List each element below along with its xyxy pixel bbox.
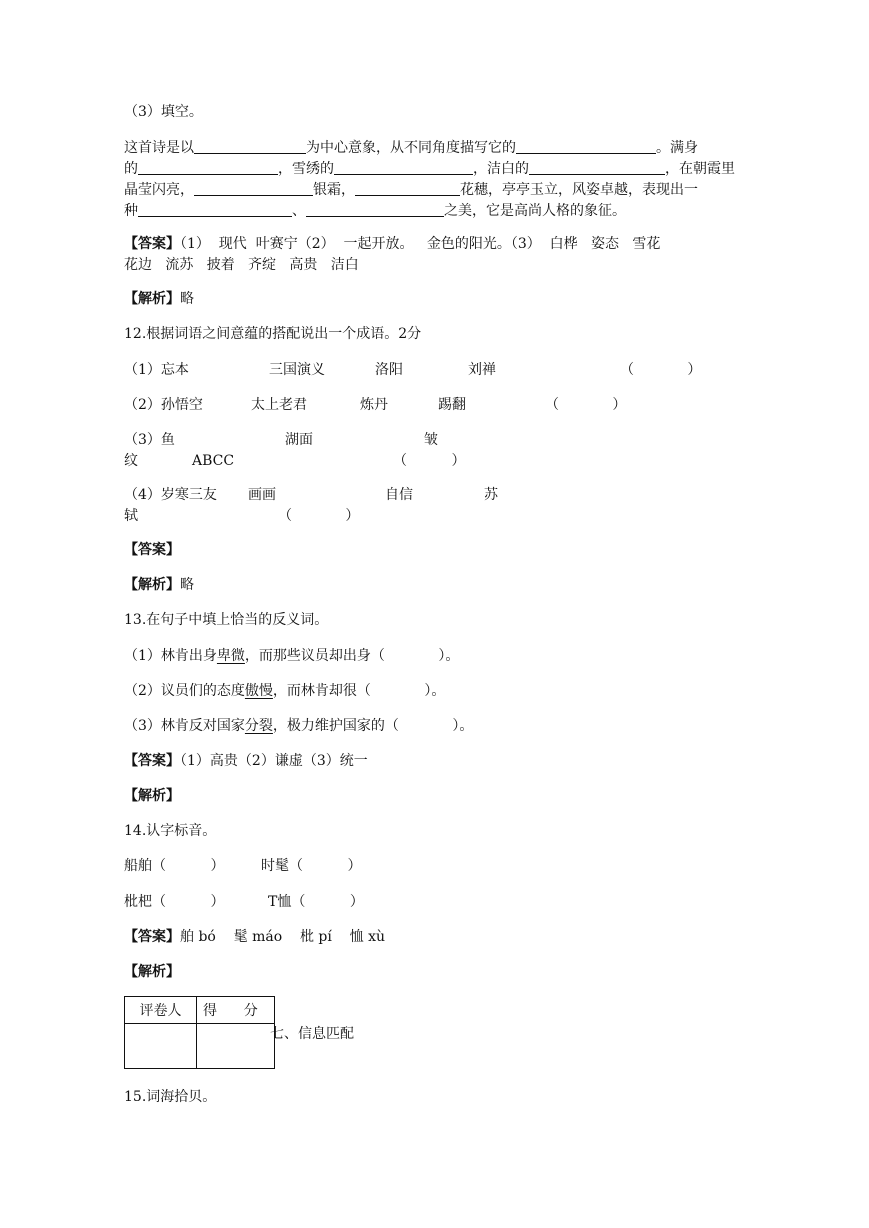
blank-8[interactable] bbox=[138, 202, 292, 217]
score-header: 得 分 bbox=[197, 997, 275, 1024]
q12-word: 洛阳 bbox=[375, 362, 403, 378]
answer-tag: 【答案】 bbox=[124, 753, 180, 769]
q12-word: （4）岁寒三友 bbox=[124, 487, 217, 503]
q11-text: 银霜， bbox=[313, 182, 355, 198]
q12-analysis bbox=[124, 576, 194, 594]
q12-answer-blank[interactable]: （ ） bbox=[393, 453, 466, 469]
q11-fill-line-1 bbox=[124, 139, 698, 157]
q12-word: 轼 bbox=[124, 508, 138, 524]
q11-text: ，在朝霞里 bbox=[665, 161, 735, 177]
q11-text: 种 bbox=[124, 203, 138, 219]
q11-text: 之美，它是高尚人格的象征。 bbox=[444, 203, 626, 219]
q11-sub3-heading: （3）填空。 bbox=[124, 104, 203, 120]
q12-word: 刘禅 bbox=[468, 362, 496, 378]
q12-word: 皱 bbox=[424, 432, 438, 448]
q11-text: ，雪绣的 bbox=[278, 161, 334, 177]
sentence-text: ，极力维护国家的（ ）。 bbox=[272, 718, 474, 734]
analysis-tag: 【解析】 bbox=[124, 291, 180, 307]
q12-word: 湖面 bbox=[285, 432, 313, 448]
q12-word: ABCC bbox=[192, 453, 235, 469]
underlined-word: 卑微 bbox=[216, 648, 245, 664]
q11-text: 、 bbox=[292, 203, 306, 219]
q12-word: 三国演义 bbox=[269, 362, 325, 378]
q14-answer bbox=[124, 928, 385, 946]
q13-title: 13.在句子中填上恰当的反义词。 bbox=[124, 612, 329, 628]
q12-word: （3）鱼 bbox=[124, 432, 175, 448]
q11-fill-line-2 bbox=[124, 160, 735, 178]
blank-7[interactable] bbox=[355, 181, 460, 196]
score-cell[interactable] bbox=[197, 1024, 275, 1069]
q11-text: 晶莹闪亮， bbox=[124, 182, 194, 198]
q15-title: 15.词海拾贝。 bbox=[124, 1089, 217, 1105]
answer-text: （1） 现代 叶赛宁（2） 一起开放。 金色的阳光。（3） 白桦 姿态 雪花 bbox=[180, 236, 661, 252]
q14-item[interactable]: 枇杷（ ） bbox=[124, 894, 225, 910]
answer-text: （1）高贵（2）谦虚（3）统一 bbox=[180, 753, 368, 769]
q12-answer-blank[interactable]: （ ） bbox=[278, 508, 360, 524]
q12-word: 苏 bbox=[484, 487, 498, 503]
q12-answer-blank[interactable]: （ ） bbox=[620, 362, 702, 378]
blank-6[interactable] bbox=[194, 181, 313, 196]
q11-fill-line-3 bbox=[124, 181, 698, 199]
sentence-text: （1）林肯出身 bbox=[124, 648, 217, 664]
blank-9[interactable] bbox=[306, 202, 444, 217]
q11-fill-line-4 bbox=[124, 202, 626, 220]
blank-3[interactable] bbox=[138, 160, 278, 175]
q11-text: 。满身 bbox=[656, 140, 698, 156]
q11-text: 花穗，亭亭玉立，风姿卓越，表现出一 bbox=[460, 182, 698, 198]
q12-answer: 【答案】 bbox=[124, 542, 180, 558]
answer-tag: 【答案】 bbox=[124, 929, 180, 945]
blank-2[interactable] bbox=[516, 139, 656, 154]
q12-word: （2）孙悟空 bbox=[124, 397, 203, 413]
q14-item[interactable]: 船舶（ ） bbox=[124, 858, 225, 874]
q11-answer bbox=[124, 235, 660, 253]
q13-answer bbox=[124, 752, 368, 770]
q13-sentence-3 bbox=[124, 717, 473, 735]
analysis-tag: 【解析】 bbox=[124, 577, 180, 593]
q11-answer-cont: 花边 流苏 披着 齐绽 高贵 洁白 bbox=[124, 257, 359, 273]
sentence-text: （2）议员们的态度 bbox=[124, 683, 245, 699]
grading-table bbox=[124, 996, 275, 1069]
q12-word: 炼丹 bbox=[360, 397, 388, 413]
answer-tag: 【答案】 bbox=[124, 236, 180, 252]
analysis-text: 略 bbox=[180, 291, 194, 307]
q11-text: 为中心意象，从不同角度描写它的 bbox=[306, 140, 516, 156]
q11-analysis bbox=[124, 290, 194, 308]
q13-sentence-1 bbox=[124, 647, 459, 665]
underlined-word: 分裂 bbox=[244, 718, 273, 734]
analysis-text: 略 bbox=[180, 577, 194, 593]
q13-sentence-2 bbox=[124, 682, 445, 700]
sentence-text: ，而林肯却很（ ）。 bbox=[272, 683, 446, 699]
underlined-word: 傲慢 bbox=[244, 683, 273, 699]
q11-text: 的 bbox=[124, 161, 138, 177]
q12-word: 画画 bbox=[248, 487, 276, 503]
q12-word: 自信 bbox=[385, 487, 413, 503]
q12-word: 纹 bbox=[124, 453, 138, 469]
q14-title: 14.认字标音。 bbox=[124, 823, 217, 839]
reviewer-cell[interactable] bbox=[125, 1024, 197, 1069]
blank-5[interactable] bbox=[529, 160, 665, 175]
blank-1[interactable] bbox=[194, 139, 306, 154]
q14-analysis: 【解析】 bbox=[124, 964, 180, 980]
q11-text: ，洁白的 bbox=[473, 161, 529, 177]
q12-word: 踢翻 bbox=[438, 397, 466, 413]
q13-analysis: 【解析】 bbox=[124, 788, 180, 804]
blank-4[interactable] bbox=[334, 160, 473, 175]
q12-word: （1）忘本 bbox=[124, 362, 189, 378]
q11-text: 这首诗是以 bbox=[124, 140, 194, 156]
q12-title: 12.根据词语之间意蕴的搭配说出一个成语。2分 bbox=[124, 326, 422, 342]
sentence-text: ，而那些议员却出身（ ）。 bbox=[244, 648, 460, 664]
reviewer-header: 评卷人 bbox=[125, 997, 197, 1024]
q14-item[interactable]: 时髦（ ） bbox=[261, 858, 362, 874]
q12-answer-blank[interactable]: （ ） bbox=[545, 397, 627, 413]
answer-text: 舶 bó 髦 máo 枇 pí 恤 xù bbox=[180, 929, 385, 945]
sentence-text: （3）林肯反对国家 bbox=[124, 718, 245, 734]
section-7-heading: 七、信息匹配 bbox=[270, 1026, 354, 1042]
q14-item[interactable]: T恤（ ） bbox=[268, 894, 364, 910]
q12-word: 太上老君 bbox=[251, 397, 307, 413]
